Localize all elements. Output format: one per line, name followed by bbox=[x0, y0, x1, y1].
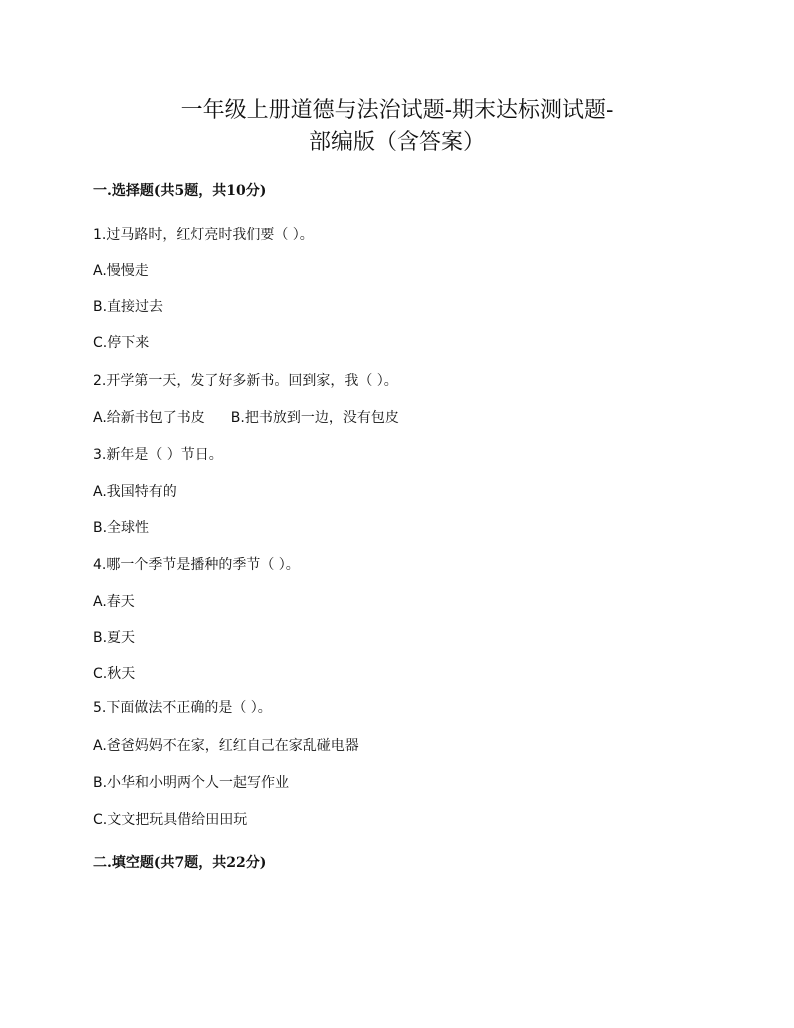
question-4-option-c: C.秋天 bbox=[93, 666, 136, 682]
section-heading-choice: 一.选择题(共5题，共10分) bbox=[93, 183, 267, 199]
question-2-option-b: B.把书放到一边，没有包皮 bbox=[230, 410, 399, 426]
question-5-option-a: A.爸爸妈妈不在家，红红自己在家乱碰电器 bbox=[93, 738, 359, 754]
question-3-option-b: B.全球性 bbox=[93, 520, 150, 536]
question-4-option-b: B.夏天 bbox=[93, 630, 136, 646]
section-heading-fill: 二.填空题(共7题，共22分) bbox=[93, 855, 267, 871]
question-5-stem: 5.下面做法不正确的是（ ）。 bbox=[93, 700, 272, 716]
document-title-line-1: 一年级上册道德与法治试题-期末达标测试题- bbox=[180, 98, 614, 123]
question-2-options-row bbox=[93, 408, 399, 428]
document-title-line-2: 部编版（含答案） bbox=[308, 130, 485, 155]
question-3-option-a: A.我国特有的 bbox=[93, 484, 177, 500]
question-2-option-a: A.给新书包了书皮 bbox=[93, 410, 205, 426]
question-3-stem: 3.新年是（ ）节日。 bbox=[93, 447, 223, 463]
question-4-stem: 4.哪一个季节是播种的季节（ ）。 bbox=[93, 557, 300, 573]
question-1-option-b: B.直接过去 bbox=[93, 299, 164, 315]
question-1-stem: 1.过马路时，红灯亮时我们要（ ）。 bbox=[93, 227, 314, 243]
question-1-option-c: C.停下来 bbox=[93, 335, 150, 351]
question-4-option-a: A.春天 bbox=[93, 594, 135, 610]
question-2-stem: 2.开学第一天，发了好多新书。回到家，我（ ）。 bbox=[93, 373, 398, 389]
question-1-option-a: A.慢慢走 bbox=[93, 263, 149, 279]
question-5-option-c: C.文文把玩具借给田田玩 bbox=[93, 812, 248, 828]
question-5-option-b: B.小华和小明两个人一起写作业 bbox=[93, 775, 290, 791]
